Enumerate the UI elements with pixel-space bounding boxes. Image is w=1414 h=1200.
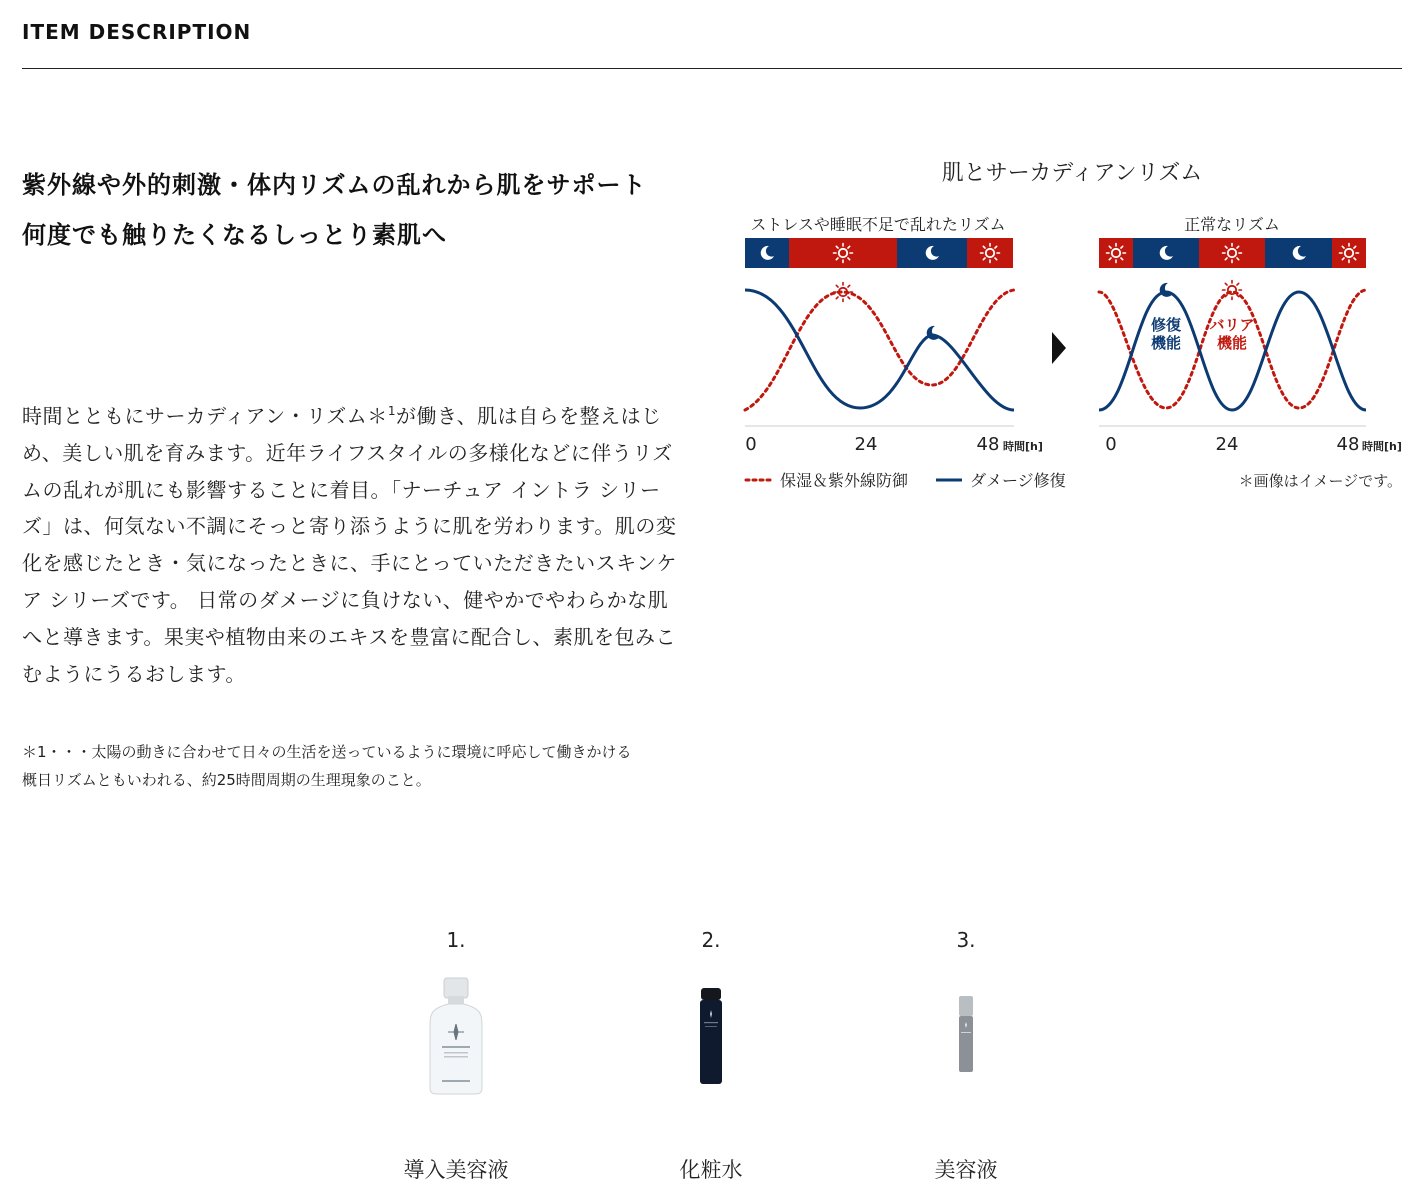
- description-text: [22, 398, 684, 692]
- section-divider: [22, 68, 1402, 69]
- product-number: 3.: [956, 928, 976, 952]
- product-image-serum-bottle[interactable]: [956, 994, 976, 1076]
- left-panel-title: ストレスや睡眠不足で乱れたリズム: [750, 215, 1006, 234]
- transition-arrow-icon: [1052, 332, 1066, 364]
- product-number: 1.: [446, 928, 466, 952]
- circadian-diagram-svg: [700, 130, 1414, 530]
- day-segment: [1099, 238, 1133, 268]
- image-note: ＊画像はイメージです。: [1238, 472, 1402, 490]
- barrier-curve-left: [745, 290, 1014, 410]
- left-day-night-bar: [745, 238, 1013, 268]
- footnote-line-1: ＊1・・・太陽の動きに合わせて日々の生活を送っているように環境に呼応して働きかける: [22, 743, 632, 761]
- legend-barrier-label: 保湿＆紫外線防御: [780, 471, 909, 490]
- left-axis-unit: 時間[h]: [1003, 440, 1043, 453]
- barrier-label-line-2: 機能: [1216, 334, 1248, 352]
- day-segment: [1332, 238, 1366, 268]
- right-tick-24: 24: [1215, 434, 1239, 455]
- product-name: 美容液: [934, 1158, 998, 1182]
- product-image-lotion-bottle[interactable]: [697, 986, 725, 1086]
- headline-line-1: 紫外線や外的刺激・体内リズムの乱れから肌をサポート: [22, 171, 647, 199]
- right-day-night-bar: [1099, 238, 1366, 268]
- day-segment: [789, 238, 897, 268]
- product-name: 化粧水: [679, 1158, 743, 1182]
- section-title: ITEM DESCRIPTION: [22, 20, 252, 44]
- description-after-sup: が働き、肌は自らを整えはじめ、美しい肌を育みます。近年ライフスタイルの多様化などに伴うリズムの乱れが肌にも影響することに着目。「ナーチュア イントラ シリーズ」は、何気ない不調にそっと寄り添うように肌を労わります。肌の変化を感じたとき・気になったときに、手にとっていただきたいスキンケア シリーズです。 日常のダメージに負けない、健やかでやわらかな肌へと導きます。果実や植物由来のエキスを豊富に配合し、素肌を包みこむようにうるおします。: [22, 404, 677, 686]
- headline: [22, 160, 682, 260]
- barrier-label-line-1: バリア: [1209, 316, 1255, 334]
- footnote-marker: 1: [387, 404, 396, 418]
- diagram-title: 肌とサーカディアンリズム: [941, 161, 1203, 186]
- right-tick-0: 0: [1105, 434, 1117, 455]
- repair-label-line-1: 修復: [1150, 316, 1182, 334]
- night-segment: [745, 238, 789, 268]
- night-segment: [897, 238, 967, 268]
- footnote: [22, 738, 684, 794]
- product-number: 2.: [701, 928, 721, 952]
- moon-icon: [1160, 283, 1173, 297]
- right-tick-48: 48: [1336, 434, 1360, 455]
- legend-repair-label: ダメージ修復: [970, 471, 1066, 490]
- left-tick-24: 24: [854, 434, 878, 455]
- circadian-diagram: [700, 130, 1414, 530]
- product-image-booster-bottle[interactable]: [424, 976, 488, 1096]
- footnote-line-2: 概日リズムともいわれる、約25時間周期の生理現象のこと。: [22, 771, 431, 789]
- day-segment: [1199, 238, 1265, 268]
- description-before-sup: 時間とともにサーカディアン・リズム＊: [22, 404, 388, 428]
- repair-label-line-2: 機能: [1150, 334, 1182, 352]
- night-segment: [1133, 238, 1199, 268]
- headline-line-2: 何度でも触りたくなるしっとり素肌へ: [22, 221, 447, 249]
- night-segment: [1265, 238, 1332, 268]
- left-tick-48: 48: [976, 434, 1000, 455]
- repair-curve-left: [745, 290, 1014, 410]
- sun-icon: [1223, 281, 1242, 300]
- right-panel-title: 正常なリズム: [1184, 215, 1280, 234]
- sun-icon: [834, 283, 853, 302]
- right-axis-unit: 時間[h]: [1362, 440, 1402, 453]
- day-segment: [967, 238, 1013, 268]
- product-name: 導入美容液: [403, 1158, 509, 1182]
- left-tick-0: 0: [745, 434, 757, 455]
